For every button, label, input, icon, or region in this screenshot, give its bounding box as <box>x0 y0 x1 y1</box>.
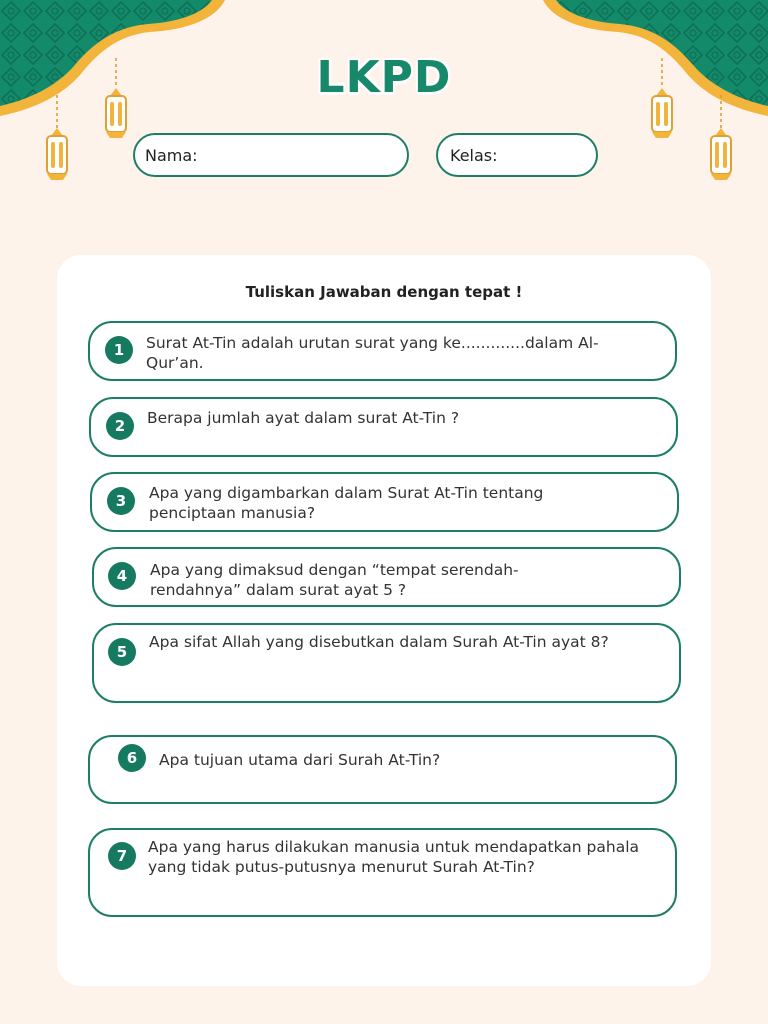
question-text-1: Surat At-Tin adalah urutan surat yang ke.............dalam Al-Qur’an. <box>146 334 599 372</box>
question-number-7: 7 <box>108 842 136 870</box>
question-number-1: 1 <box>105 336 133 364</box>
instruction-text: Tuliskan Jawaban dengan tepat ! <box>245 283 523 301</box>
question-number-4: 4 <box>108 562 136 590</box>
question-number-5: 5 <box>108 638 136 666</box>
class-field-label: Kelas: <box>450 146 498 165</box>
question-number-3: 3 <box>107 487 135 515</box>
question-number-6: 6 <box>118 744 146 772</box>
question-text-4: Apa yang dimaksud dengan “tempat serendah-rendahnya” dalam surat ayat 5 ? <box>150 561 519 599</box>
name-field[interactable] <box>133 133 409 177</box>
question-number-2: 2 <box>106 412 134 440</box>
question-text-7: Apa yang harus dilakukan manusia untuk mendapatkan pahala yang tidak putus-putusnya menurut Surah At-Tin? <box>148 838 640 876</box>
question-text-3: Apa yang digambarkan dalam Surat At-Tin tentang penciptaan manusia? <box>149 484 544 522</box>
name-field-label: Nama: <box>145 146 198 165</box>
question-text-2: Berapa jumlah ayat dalam surat At-Tin ? <box>147 409 460 427</box>
page-title: LKPD <box>316 52 452 103</box>
class-field[interactable] <box>436 133 598 177</box>
question-text-6: Apa tujuan utama dari Surah At-Tin? <box>159 751 441 769</box>
question-text-5: Apa sifat Allah yang disebutkan dalam Surah At-Tin ayat 8? <box>149 633 609 651</box>
